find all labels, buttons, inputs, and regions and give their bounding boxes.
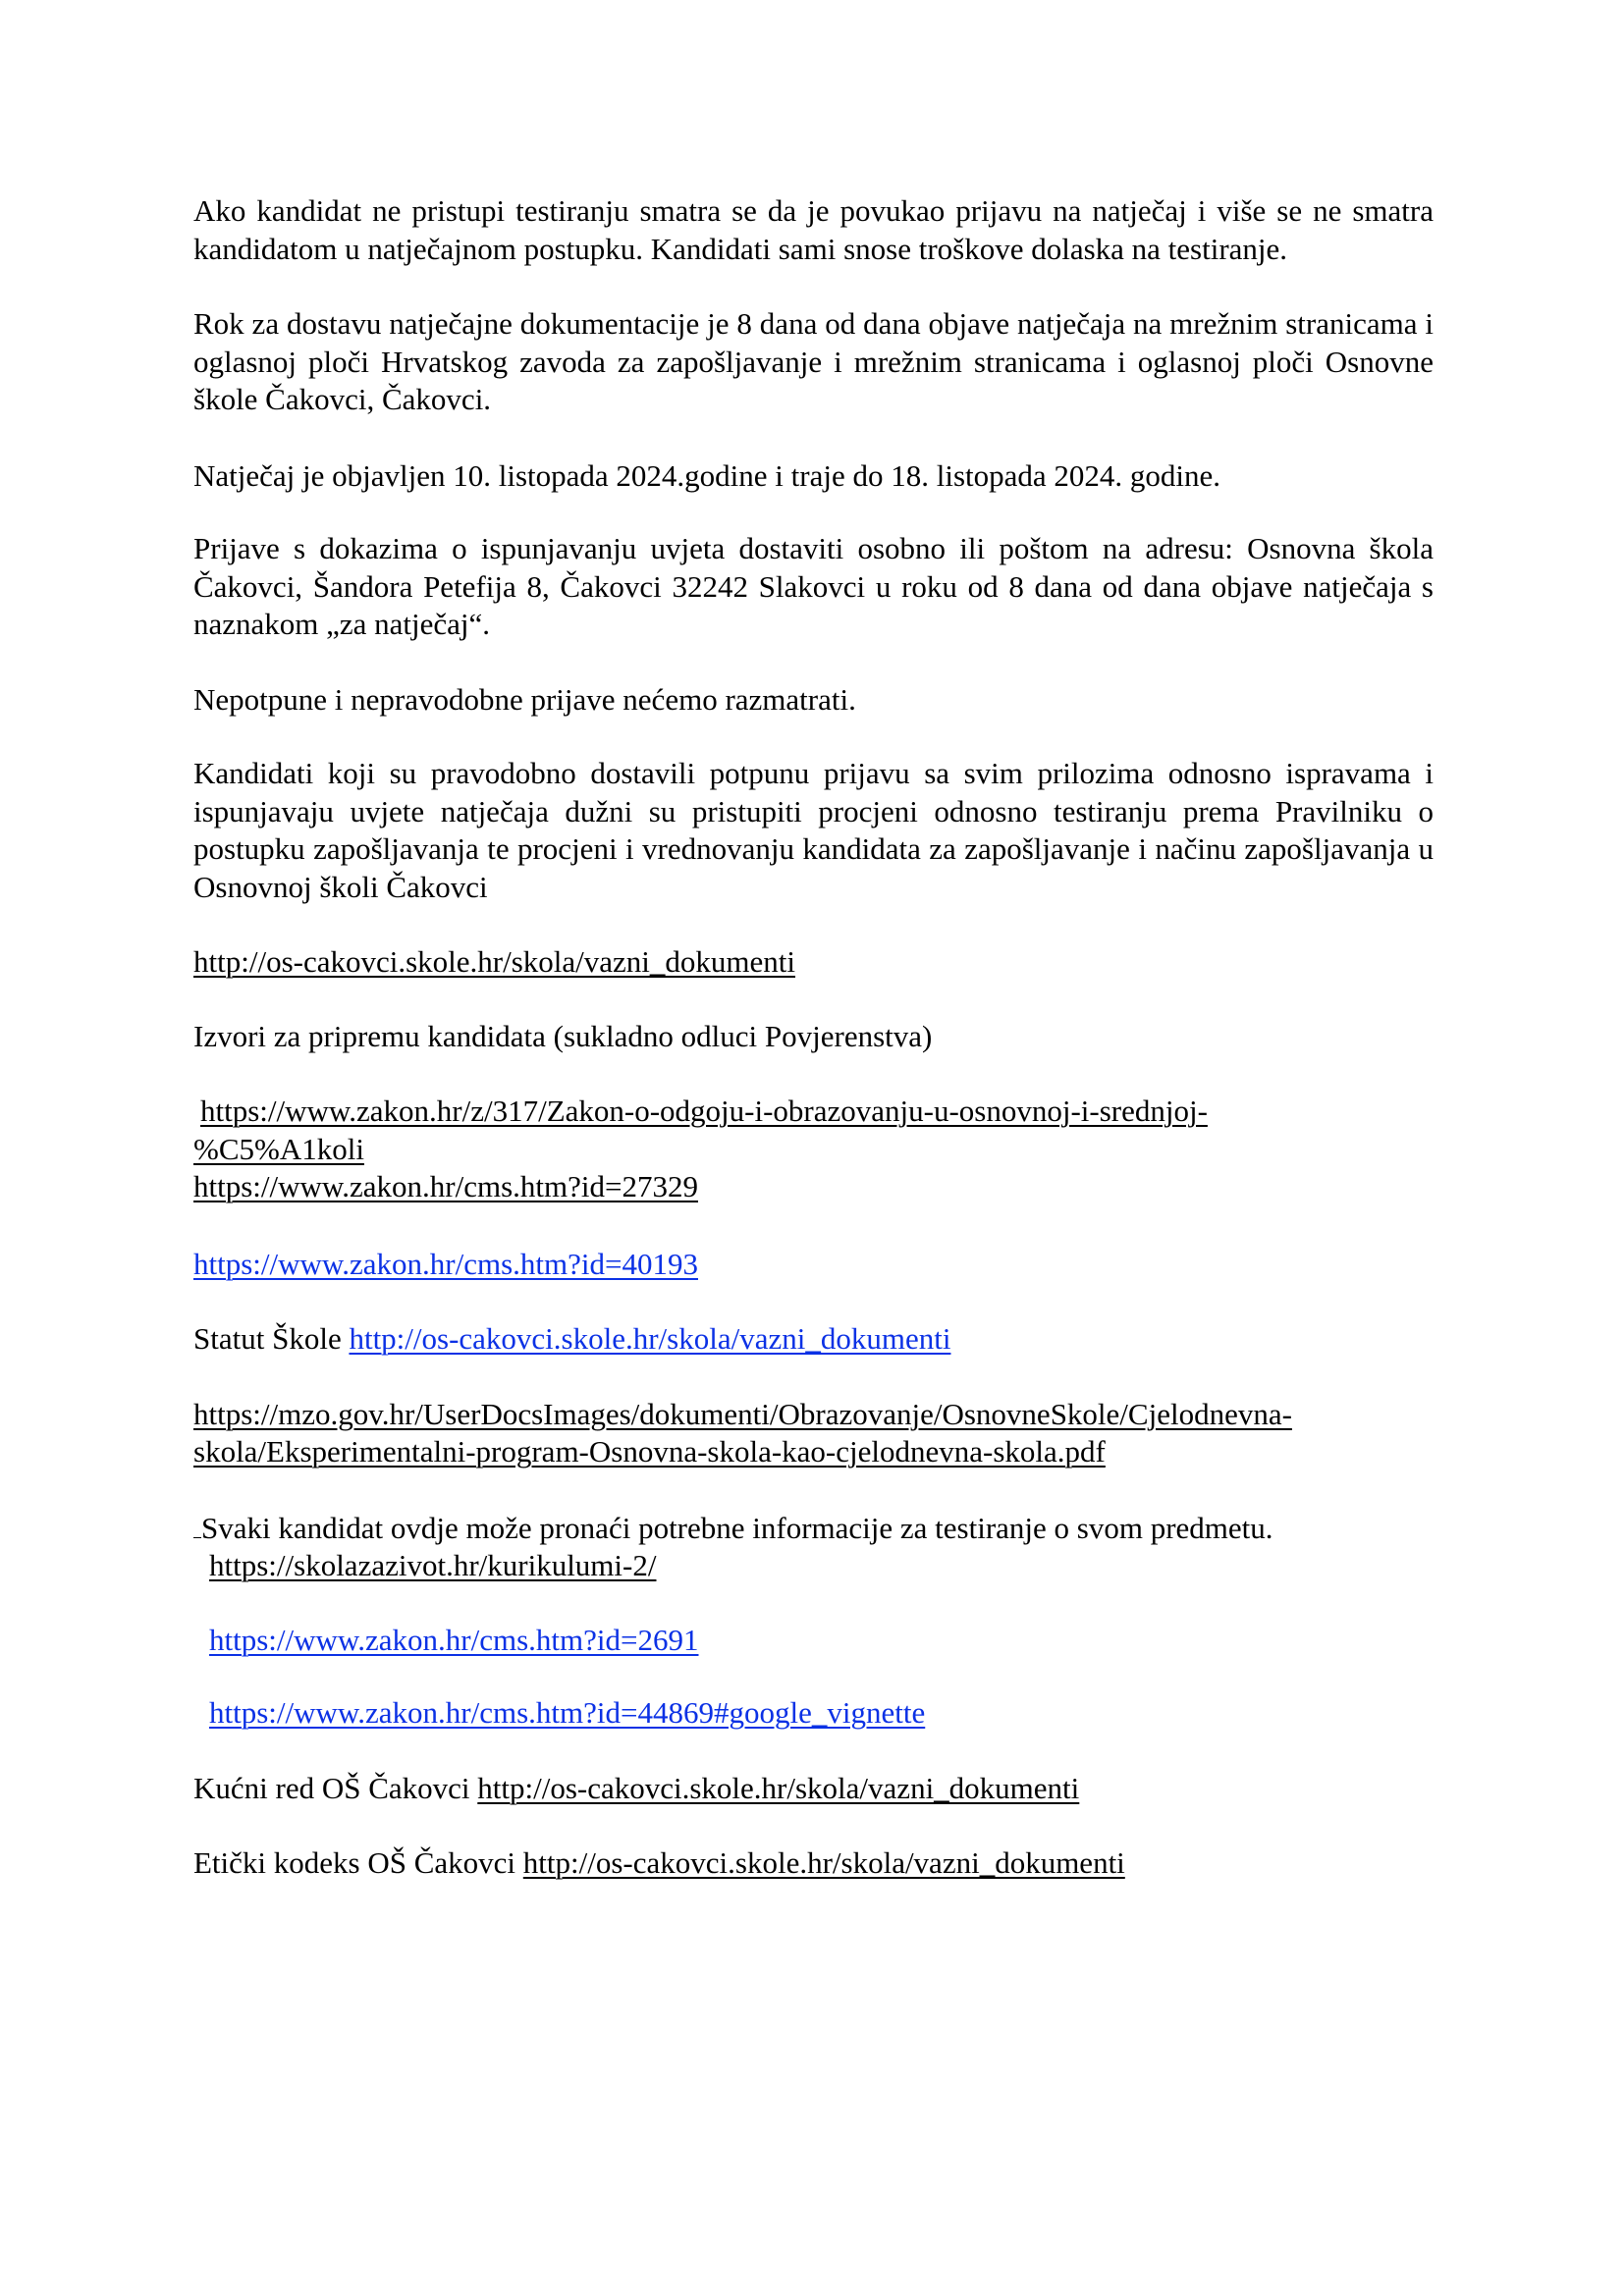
link-cms-27329[interactable]: https://www.zakon.hr/cms.htm?id=27329 [193,1169,698,1203]
line-zakon-odgoj [193,1093,1434,1131]
link-statut[interactable]: http://os-cakovci.skole.hr/skola/vazni_dokumenti [349,1321,951,1356]
line-zakon-odgoj-continued [193,1131,1434,1169]
link-eticki-kodeks[interactable]: http://os-cakovci.skole.hr/skola/vazni_dokumenti [522,1845,1125,1880]
link-vazni-dokumenti[interactable]: http://os-cakovci.skole.hr/skola/vazni_dokumenti [193,944,795,979]
line-mzo [193,1396,1434,1434]
line-mzo-continued [193,1433,1434,1471]
link-cms-2691[interactable]: https://www.zakon.hr/cms.htm?id=2691 [209,1622,699,1657]
link-kucni-red[interactable]: http://os-cakovci.skole.hr/skola/vazni_dokumenti [477,1770,1080,1805]
line-cms-40193 [193,1246,1434,1284]
line-cms-27329 [193,1168,1434,1206]
link-zakon-odgoj-part1[interactable]: https://www.zakon.hr/z/317/Zakon-o-odgoju-i-obrazovanju-u-osnovnoj-i-srednjoj- [200,1094,1208,1128]
paragraph-testing-absence: Ako kandidat ne pristupi testiranju smatra se da je povukao prijavu na natječaj i više se ne smatra kandidatom u natječajnom postupku. Kandidati sami snose troškove dolaska na testiranje. [193,193,1434,266]
document-body [193,192,1434,1883]
paragraph-application-address: Prijave s dokazima o ispunjavanju uvjeta dostaviti osobno ili poštom na adresu: Osnovna škola Čakovci, Šandora Petefija 8, Čakovci 32242 Slakovci u roku od 8 dana od dana objave natječaja s naznakom „za natječaj“. [193,531,1434,641]
paragraph-deadline: Rok za dostavu natječajne dokumentacije je 8 dana od dana objave natječaja na mrežnim stranicama i oglasnoj ploči Hrvatskog zavoda za zapošljavanje i mrežnim stranicama i oglasnoj ploči Osnovne škole Čakovci, Čakovci. [193,306,1434,416]
paragraph-publication-date: Natječaj je objavljen 10. listopada 2024.godine i traje do 18. listopada 2024. godine. [193,457,1221,493]
info-text: Svaki kandidat ovdje može pronaći potrebne informacije za testiranje o svom predmetu. [201,1510,1273,1545]
line-statut [193,1320,1434,1359]
paragraph-testing-rules: Kandidati koji su pravodobno dostavili potpunu prijavu sa svim prilozima odnosno ispravama i ispunjavaju uvjete natječaja dužni su pristupiti procjeni odnosno testiranju prema Pravilniku o postupku zapošljavanja te procjeni i vrednovanju kandidata za zapošljavanje i načinu zapošljavanja u Osnovnoj školi Čakovci [193,756,1434,904]
line-eticki-kodeks [193,1844,1434,1883]
eticki-label: Etički kodeks OŠ Čakovci [193,1845,516,1880]
line-vazni-dokumenti [193,943,1434,982]
statut-label: Statut Škole [193,1321,342,1356]
link-cms-44869[interactable]: https://www.zakon.hr/cms.htm?id=44869#google_vignette [209,1695,926,1730]
line-kurikulumi [193,1547,1434,1585]
link-kurikulumi[interactable]: https://skolazazivot.hr/kurikulumi-2/ [209,1548,657,1582]
link-mzo-part2[interactable]: skola/Eksperimentalni-program-Osnovna-skola-kao-cjelodnevna-skola.pdf [193,1434,1106,1468]
link-mzo-part1[interactable]: https://mzo.gov.hr/UserDocsImages/dokumenti/Obrazovanje/OsnovneSkole/Cjelodnevna- [193,1396,1292,1431]
line-cms-44869 [193,1694,1434,1733]
line-cms-2691 [193,1622,1434,1660]
paragraph-incomplete-applications: Nepotpune i nepravodobne prijave nećemo razmatrati. [193,681,856,717]
link-zakon-odgoj-part2[interactable]: %C5%A1koli [193,1131,364,1166]
link-cms-40193[interactable]: https://www.zakon.hr/cms.htm?id=40193 [193,1246,698,1281]
sources-heading: Izvori za pripremu kandidata (sukladno odluci Povjerenstva) [193,1018,933,1053]
underline-stub [193,1508,201,1538]
kucni-red-label: Kućni red OŠ Čakovci [193,1770,470,1805]
line-kucni-red [193,1770,1434,1808]
line-info [193,1508,1434,1548]
